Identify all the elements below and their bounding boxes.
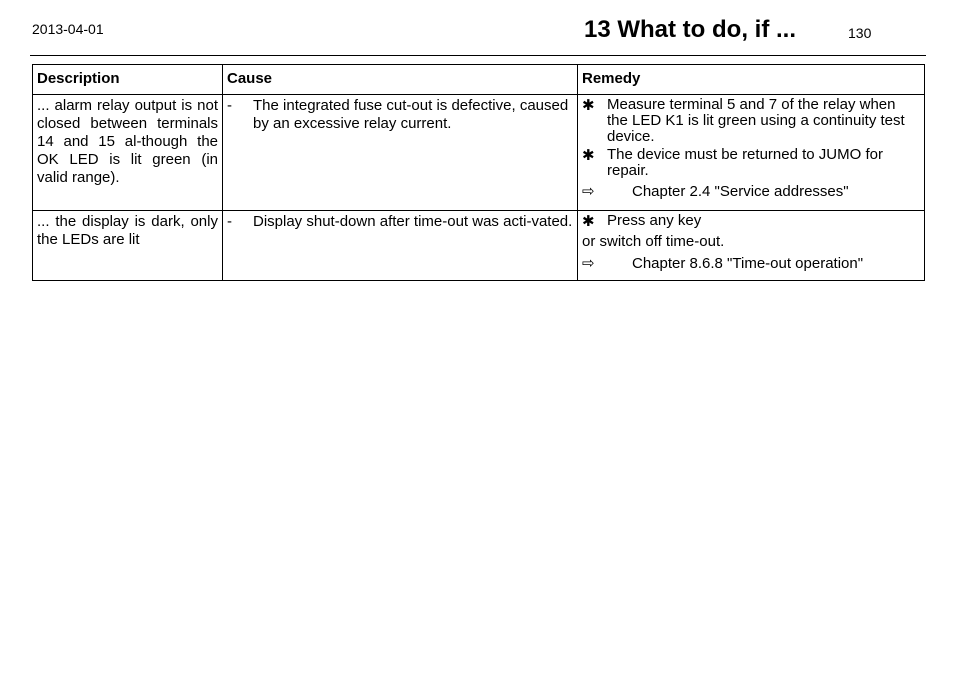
description-text: ... alarm relay output is not closed between terminals 14 and 15 al-though the OK LED is lit green (in valid range). xyxy=(37,97,218,186)
remedy-step-text: Press any key xyxy=(607,212,702,229)
document-date: 2013-04-01 xyxy=(32,21,104,37)
table-row xyxy=(33,95,925,211)
chapter-reference xyxy=(582,255,920,273)
chapter-reference-text: Chapter 2.4 "Service addresses" xyxy=(632,183,849,200)
cause-item xyxy=(227,97,573,133)
troubleshooting-table xyxy=(32,64,925,281)
asterisk-icon: ✱ xyxy=(582,97,595,114)
cause-item xyxy=(227,213,573,231)
description-text: ... the display is dark, only the LEDs are lit xyxy=(37,213,218,248)
column-header-description: Description xyxy=(33,65,223,95)
remedy-cell xyxy=(578,95,925,211)
chapter-title: 13 What to do, if ... xyxy=(584,16,796,43)
column-header-cause: Cause xyxy=(223,65,578,95)
chapter-reference-text: Chapter 8.6.8 "Time-out operation" xyxy=(632,255,864,272)
remedy-step-text: The device must be returned to JUMO for repair. xyxy=(607,146,883,179)
description-cell xyxy=(33,95,223,211)
cause-text: The integrated fuse cut-out is defective, caused by an excessive relay current. xyxy=(253,97,569,132)
remedy-cell xyxy=(578,211,925,281)
asterisk-icon: ✱ xyxy=(582,147,595,164)
column-header-remedy: Remedy xyxy=(578,65,925,95)
asterisk-icon: ✱ xyxy=(582,213,595,230)
arrow-right-icon: ⇨ xyxy=(582,255,595,272)
table-row xyxy=(33,211,925,281)
cause-cell xyxy=(223,95,578,211)
remedy-note: or switch off time-out. xyxy=(582,233,725,250)
page-number: 130 xyxy=(848,25,872,41)
description-cell xyxy=(33,211,223,281)
remedy-step xyxy=(582,213,920,231)
arrow-right-icon: ⇨ xyxy=(582,183,595,200)
remedy-step xyxy=(582,97,920,145)
remedy-step-text: Measure terminal 5 and 7 of the relay when the LED K1 is lit green using a continuity test device. xyxy=(607,96,905,145)
table-header-row xyxy=(33,65,925,95)
cause-cell xyxy=(223,211,578,281)
chapter-reference xyxy=(582,183,920,201)
dash-bullet: - xyxy=(227,213,232,230)
header-divider xyxy=(30,55,926,56)
remedy-step xyxy=(582,147,920,179)
cause-text: Display shut-down after time-out was acti-vated. xyxy=(253,213,573,230)
dash-bullet: - xyxy=(227,97,232,114)
